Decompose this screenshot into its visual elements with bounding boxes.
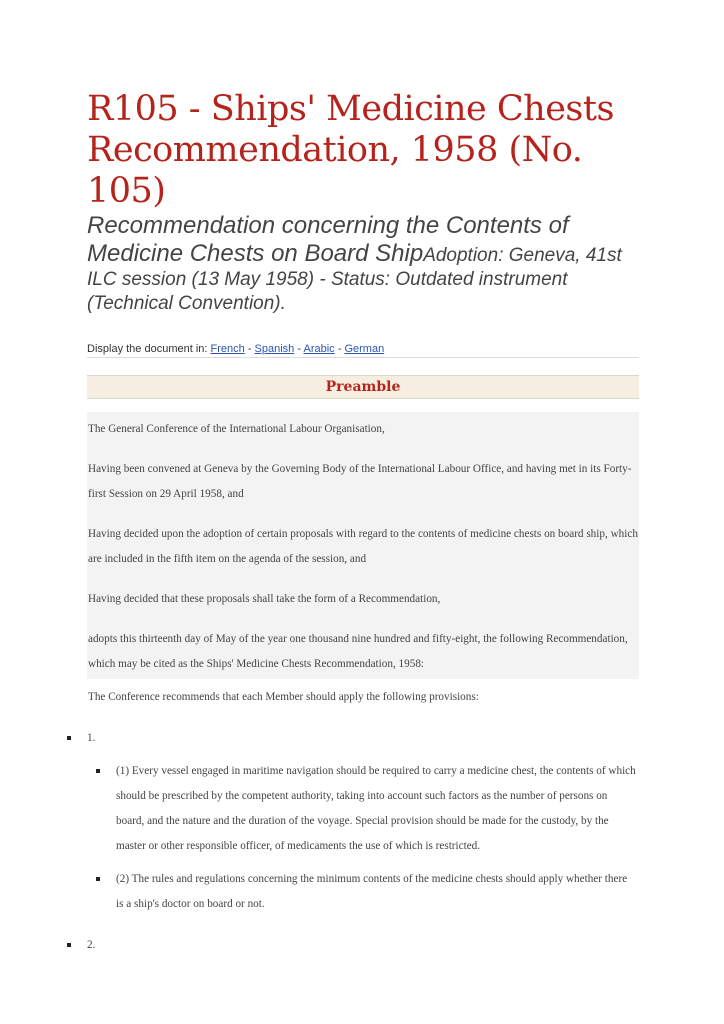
bullet-icon <box>96 769 100 773</box>
language-link-spanish[interactable]: Spanish <box>254 343 295 355</box>
preamble-paragraph: Having decided that these proposals shall take the form of a Recommendation, <box>88 593 441 605</box>
item-paragraph: (2) The rules and regulations concerning the minimum contents of the medicine chests should apply whether there is a ship's doctor on board or not. <box>116 873 628 910</box>
language-link-german[interactable]: German <box>344 343 385 355</box>
item-number: 2. <box>87 939 96 951</box>
document-subtitle-block <box>87 212 639 316</box>
bullet-icon <box>96 877 100 881</box>
bullet-icon <box>67 943 71 947</box>
separator: - <box>334 343 345 355</box>
language-selector <box>87 342 639 358</box>
document-page <box>87 0 639 958</box>
adoption-info: Adoption: Geneva, 41st ILC session (13 May 1958) - Status: Outdated instrument (Technical Convention). <box>87 245 622 314</box>
bullet-icon <box>67 736 71 740</box>
preamble-paragraph: Having been convened at Geneva by the Governing Body of the International Labour Office, and having met in its Forty-first Session on 29 April 1958, and <box>88 463 632 500</box>
sub-provisions-list <box>87 759 639 917</box>
item-number: 1. <box>87 732 96 744</box>
preamble-block <box>87 412 639 679</box>
provisions-list <box>87 726 639 958</box>
item-paragraph: (1) Every vessel engaged in maritime navigation should be required to carry a medicine chest, the contents of which should be prescribed by the competent authority, taking into account such factors as the number of persons on board, and the nature and the duration of the voyage. Special provision should be made for the custody, by the master or other responsible officer, of medicaments the use of which is restricted. <box>116 765 636 852</box>
display-label: Display the document in: <box>87 343 208 355</box>
preamble-paragraph: The General Conference of the International Labour Organisation, <box>88 423 385 435</box>
section-heading-preamble: Preamble <box>87 375 639 399</box>
language-link-arabic[interactable]: Arabic <box>303 343 335 355</box>
list-item <box>87 933 639 958</box>
preamble-paragraph: Having decided upon the adoption of certain proposals with regard to the contents of medicine chests on board ship, which are included in the fifth item on the agenda of the session, and <box>88 528 638 565</box>
list-item <box>116 759 637 859</box>
document-subtitle: Recommendation concerning the Contents of Medicine Chests on Board Ship <box>87 212 569 267</box>
separator: - <box>294 343 304 355</box>
document-title: R105 - Ships' Medicine Chests Recommendation, 1958 (No. 105) <box>87 89 614 211</box>
preamble-paragraph: adopts this thirteenth day of May of the year one thousand nine hundred and fifty-eight, the following Recommendation, which may be cited as the Ships' Medicine Chests Recommendation, 1958: <box>88 633 628 670</box>
intro-paragraph: The Conference recommends that each Member should apply the following provisions: <box>88 691 479 703</box>
language-link-french[interactable]: French <box>210 343 245 355</box>
separator: - <box>244 343 255 355</box>
list-item <box>116 867 637 917</box>
list-item <box>87 726 639 917</box>
